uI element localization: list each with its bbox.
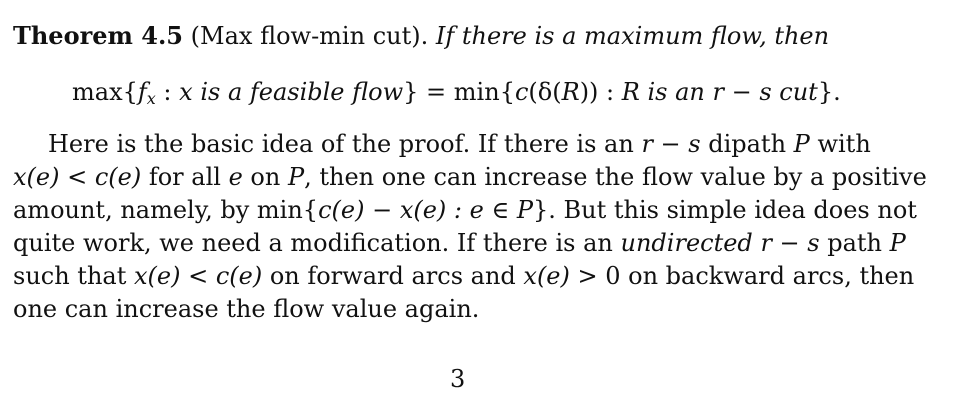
formula-rhs-c: c xyxy=(514,78,529,106)
math-inequality: x(e) < c(e) xyxy=(13,163,142,191)
theorem-label: Theorem 4.5 xyxy=(13,21,184,50)
formula-rhs-delta: (δ( xyxy=(528,78,562,106)
paragraph-text: , then one can increase the flow value by a positive xyxy=(304,163,927,191)
math-inequality: x(e) < c(e) xyxy=(133,262,263,290)
math-P: P xyxy=(793,130,810,158)
page-number: 3 xyxy=(450,365,466,393)
math-e: e xyxy=(228,163,243,191)
formula-rhs-R1: R xyxy=(561,78,580,106)
theorem-statement: If there is a maximum flow, then xyxy=(435,22,830,50)
math-r-s: r − s xyxy=(760,229,820,257)
formula-equals: = xyxy=(418,78,454,106)
formula-lhs-f: f xyxy=(137,78,147,106)
paragraph-text: with xyxy=(809,130,871,158)
paragraph-line-2 xyxy=(13,161,927,193)
formula-rhs-prefix: min{ xyxy=(453,78,515,106)
math-x-e: x(e) xyxy=(523,262,570,290)
math-expression: c(e) − x(e) : e ∈ P xyxy=(318,196,533,224)
formula-rhs-R2: R xyxy=(621,78,640,106)
paragraph-text: quite work, we need a modification. If there is an xyxy=(13,229,621,257)
theorem-name: (Max flow-min cut). xyxy=(190,22,429,50)
paragraph-text: one can increase the flow value again. xyxy=(13,295,480,323)
math-r-s: r − s xyxy=(641,130,701,158)
paragraph-text: such that xyxy=(13,262,134,290)
paragraph-text: }. But this simple idea does not xyxy=(533,196,917,224)
theorem-formula xyxy=(72,76,841,115)
formula-rhs-close2: }. xyxy=(817,78,841,106)
theorem-line xyxy=(13,20,829,52)
paragraph-line-4 xyxy=(13,227,906,259)
paragraph-line-1 xyxy=(48,128,871,160)
paragraph-line-3 xyxy=(13,194,917,226)
emphasis-undirected: undirected xyxy=(620,229,753,257)
math-P: P xyxy=(287,163,305,191)
formula-lhs-text: is a feasible flow xyxy=(192,78,404,106)
paragraph-text: on xyxy=(242,163,288,191)
paragraph-line-5 xyxy=(13,260,914,292)
formula-lhs-close: } xyxy=(403,78,419,106)
math-P: P xyxy=(889,229,906,257)
paragraph-line-6 xyxy=(13,293,479,325)
paragraph-text: for all xyxy=(141,163,229,191)
paragraph-text: > 0 on backward arcs, then xyxy=(569,262,915,290)
paragraph-text: dipath xyxy=(700,130,794,158)
formula-rhs-close1: )) : xyxy=(579,78,622,106)
formula-rhs-text: is an xyxy=(639,78,713,106)
paragraph-text: Here is the basic idea of the proof. If there is an xyxy=(48,130,642,158)
formula-lhs-x: x xyxy=(179,78,193,106)
paragraph-text: on forward arcs and xyxy=(262,262,524,290)
paragraph-text: amount, namely, by min{ xyxy=(13,196,319,224)
paragraph-text: path xyxy=(819,229,890,257)
formula-lhs-colon: : xyxy=(155,78,180,106)
formula-lhs-sub: x xyxy=(146,89,156,108)
formula-lhs-prefix: max{ xyxy=(72,78,138,106)
formula-rhs-rs: r − s xyxy=(712,78,772,106)
formula-rhs-cut: cut xyxy=(771,78,818,106)
